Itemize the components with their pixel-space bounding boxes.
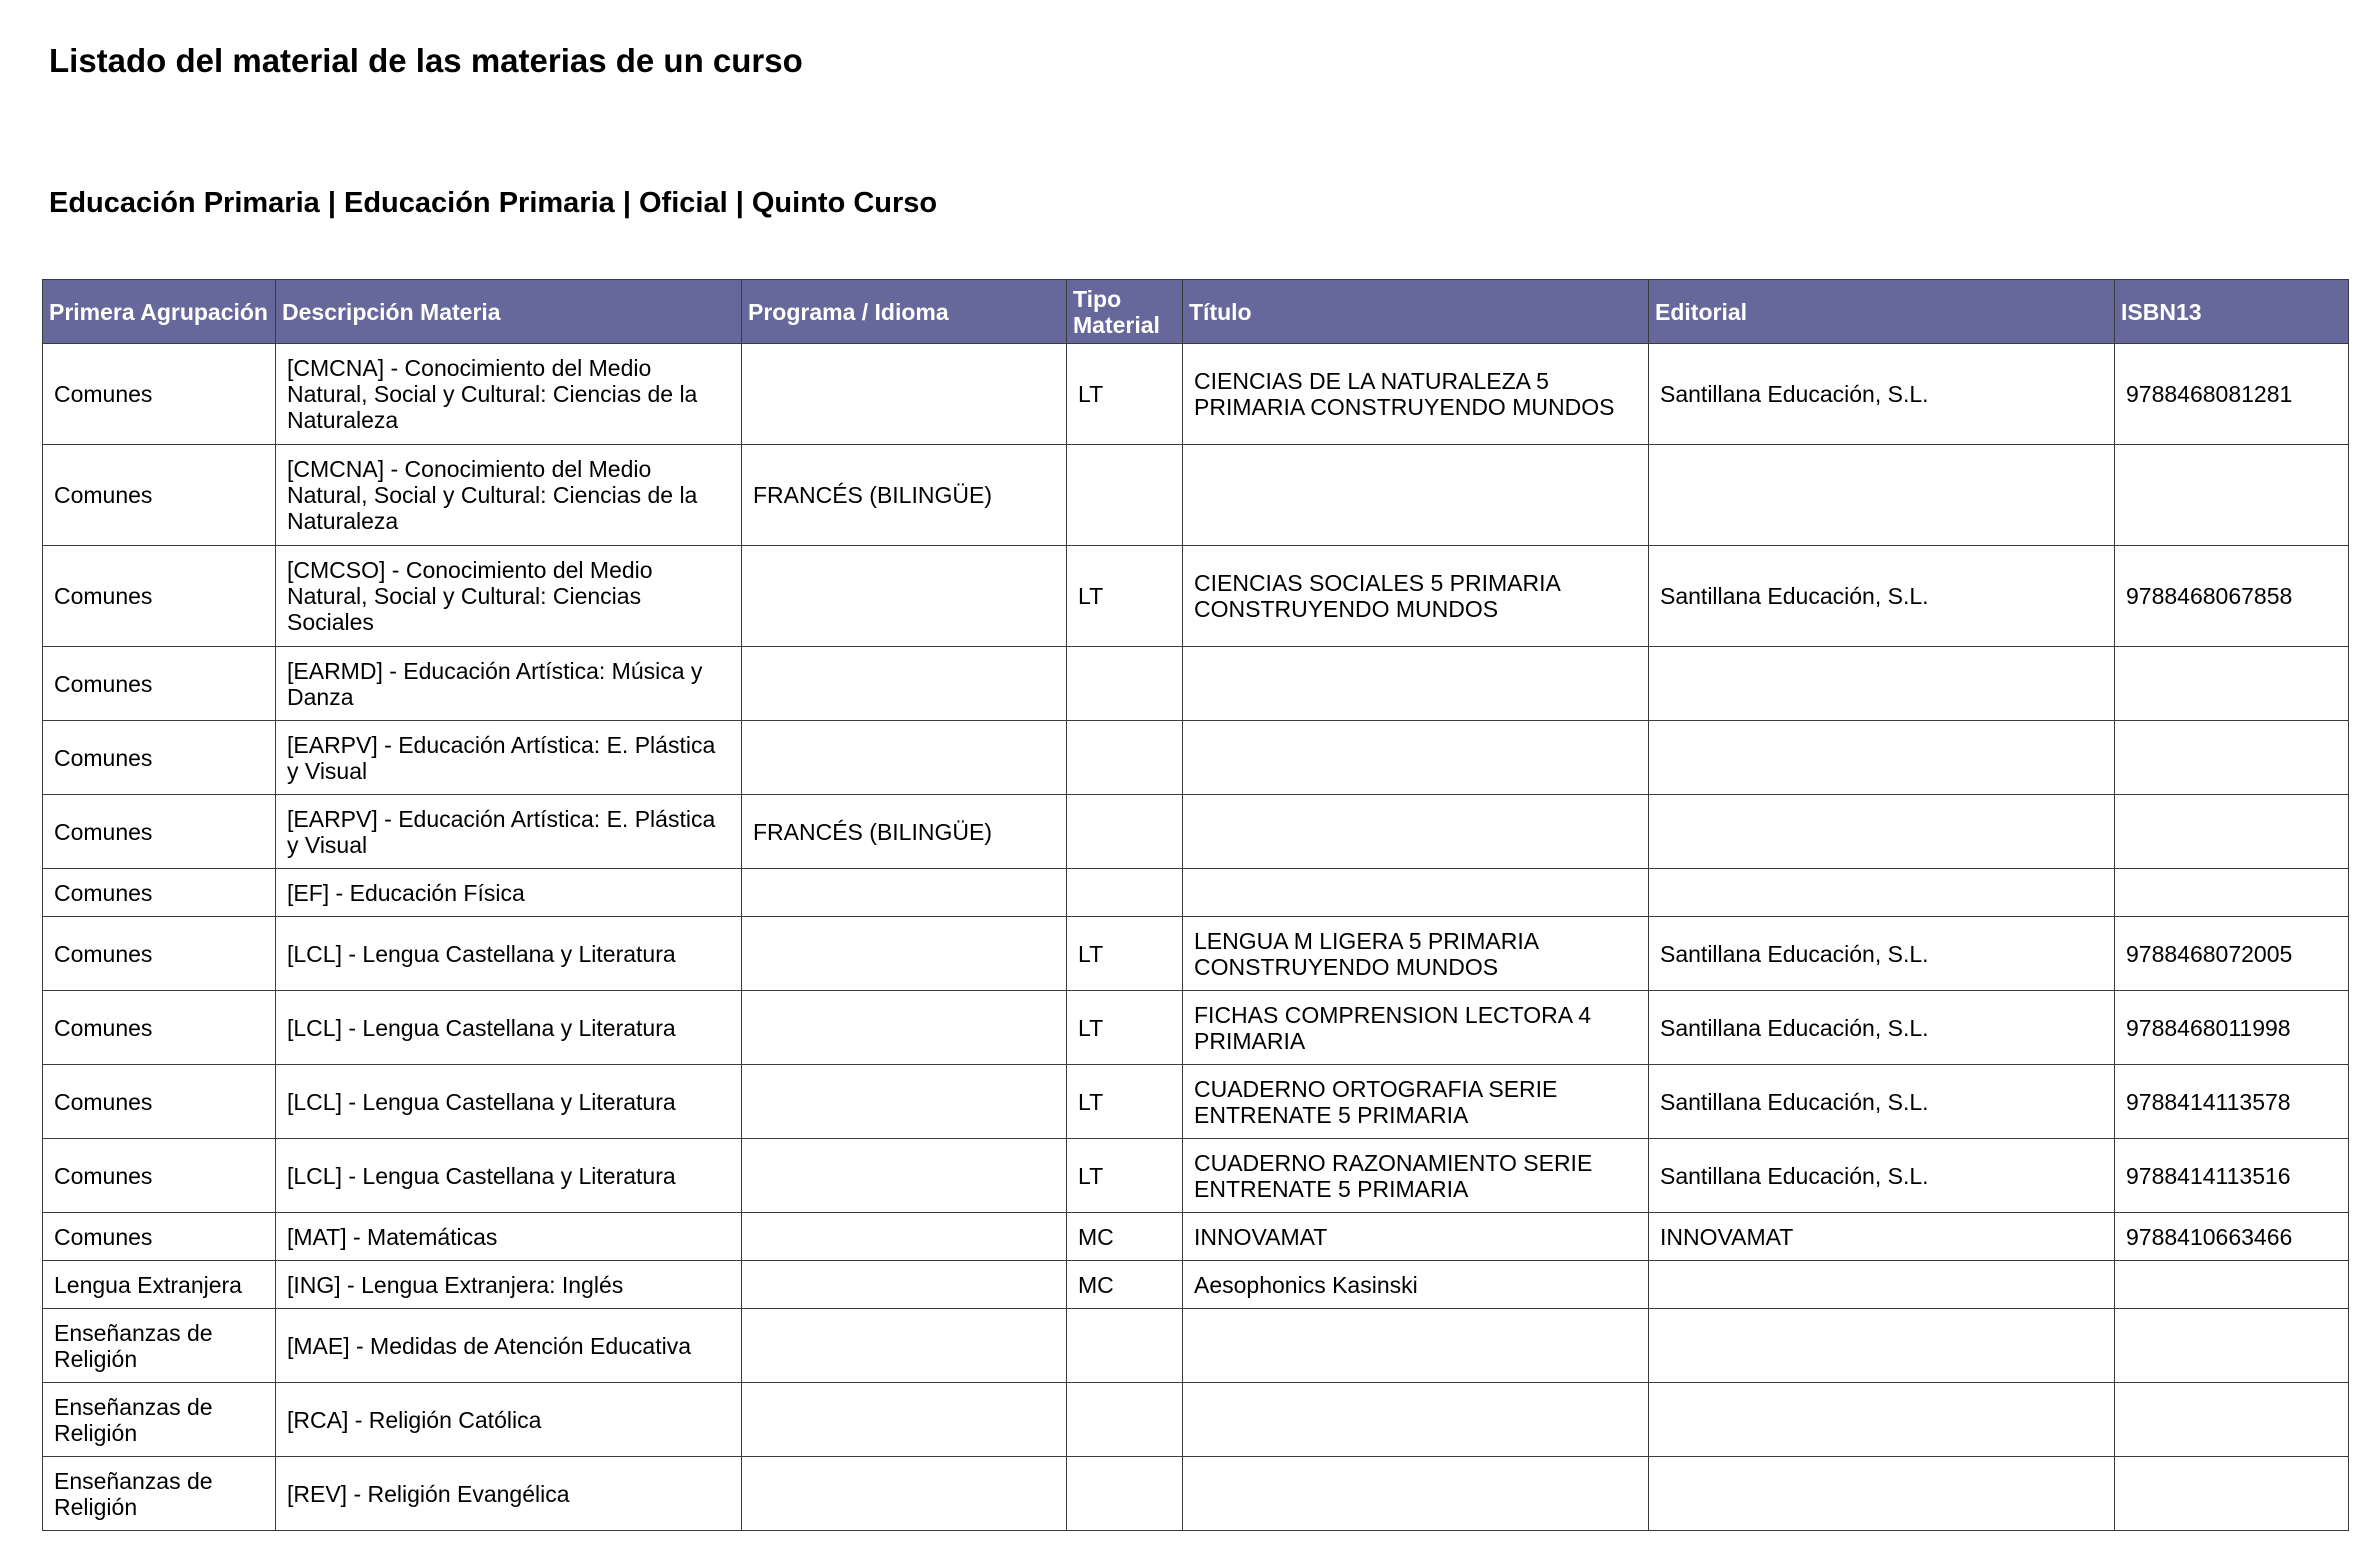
table-row (43, 991, 2349, 1065)
cell-subject: [EF] - Educación Física (276, 869, 742, 917)
cell-type (1067, 1309, 1183, 1383)
cell-subject: [CMCNA] - Conocimiento del Medio Natural, Social y Cultural: Ciencias de la Naturaleza (276, 445, 742, 546)
cell-type (1067, 1383, 1183, 1457)
cell-title (1183, 795, 1649, 869)
cell-publisher (1649, 869, 2115, 917)
cell-isbn: 9788414113578 (2115, 1065, 2349, 1139)
header-row (43, 280, 2349, 344)
cell-group: Comunes (43, 1065, 276, 1139)
cell-isbn (2115, 445, 2349, 546)
cell-title (1183, 721, 1649, 795)
cell-type: LT (1067, 991, 1183, 1065)
table-row (43, 721, 2349, 795)
cell-group: Comunes (43, 344, 276, 445)
cell-subject: [EARPV] - Educación Artística: E. Plástica y Visual (276, 795, 742, 869)
cell-publisher: Santillana Educación, S.L. (1649, 546, 2115, 647)
cell-type (1067, 1457, 1183, 1531)
cell-program: FRANCÉS (BILINGÜE) (742, 445, 1067, 546)
cell-program (742, 1213, 1067, 1261)
cell-program (742, 647, 1067, 721)
header-type: Tipo Material (1067, 280, 1183, 344)
cell-subject: [RCA] - Religión Católica (276, 1383, 742, 1457)
cell-group: Enseñanzas de Religión (43, 1383, 276, 1457)
cell-type (1067, 795, 1183, 869)
cell-subject: [ING] - Lengua Extranjera: Inglés (276, 1261, 742, 1309)
cell-program (742, 917, 1067, 991)
table-row (43, 1065, 2349, 1139)
cell-type: LT (1067, 917, 1183, 991)
cell-subject: [EARPV] - Educación Artística: E. Plástica y Visual (276, 721, 742, 795)
header-publisher: Editorial (1649, 280, 2115, 344)
cell-type (1067, 445, 1183, 546)
cell-group: Comunes (43, 1213, 276, 1261)
cell-isbn (2115, 721, 2349, 795)
table-row (43, 1213, 2349, 1261)
table-row (43, 647, 2349, 721)
cell-publisher (1649, 647, 2115, 721)
cell-subject: [CMCNA] - Conocimiento del Medio Natural, Social y Cultural: Ciencias de la Naturaleza (276, 344, 742, 445)
cell-subject: [MAT] - Matemáticas (276, 1213, 742, 1261)
cell-publisher (1649, 445, 2115, 546)
cell-program (742, 991, 1067, 1065)
cell-type: LT (1067, 1139, 1183, 1213)
cell-type: LT (1067, 546, 1183, 647)
document-title: Listado del material de las materias de un curso (49, 42, 803, 79)
header-title: Título (1183, 280, 1649, 344)
cell-group: Comunes (43, 917, 276, 991)
cell-group: Comunes (43, 795, 276, 869)
cell-isbn (2115, 869, 2349, 917)
header-program: Programa / Idioma (742, 280, 1067, 344)
cell-group: Comunes (43, 546, 276, 647)
cell-type (1067, 721, 1183, 795)
cell-program (742, 344, 1067, 445)
document-subtitle: Educación Primaria | Educación Primaria | Oficial | Quinto Curso (49, 187, 938, 219)
cell-type (1067, 647, 1183, 721)
cell-publisher (1649, 795, 2115, 869)
cell-isbn: 9788468067858 (2115, 546, 2349, 647)
cell-program (742, 1383, 1067, 1457)
cell-isbn (2115, 1309, 2349, 1383)
cell-isbn (2115, 1383, 2349, 1457)
table-row (43, 546, 2349, 647)
cell-isbn (2115, 795, 2349, 869)
cell-isbn: 9788468081281 (2115, 344, 2349, 445)
table-row (43, 1261, 2349, 1309)
cell-title: CIENCIAS SOCIALES 5 PRIMARIA CONSTRUYENDO MUNDOS (1183, 546, 1649, 647)
cell-title: FICHAS COMPRENSION LECTORA 4 PRIMARIA (1183, 991, 1649, 1065)
cell-title: LENGUA M LIGERA 5 PRIMARIA CONSTRUYENDO MUNDOS (1183, 917, 1649, 991)
cell-isbn: 9788468011998 (2115, 991, 2349, 1065)
cell-subject: [EARMD] - Educación Artística: Música y Danza (276, 647, 742, 721)
cell-title (1183, 1457, 1649, 1531)
table-row (43, 869, 2349, 917)
cell-publisher (1649, 721, 2115, 795)
cell-group: Comunes (43, 647, 276, 721)
cell-group: Enseñanzas de Religión (43, 1309, 276, 1383)
table-row (43, 445, 2349, 546)
cell-program (742, 1309, 1067, 1383)
cell-title: CIENCIAS DE LA NATURALEZA 5 PRIMARIA CONSTRUYENDO MUNDOS (1183, 344, 1649, 445)
cell-group: Comunes (43, 991, 276, 1065)
cell-program (742, 1065, 1067, 1139)
cell-subject: [REV] - Religión Evangélica (276, 1457, 742, 1531)
header-subject: Descripción Materia (276, 280, 742, 344)
table-row (43, 1457, 2349, 1531)
cell-publisher: Santillana Educación, S.L. (1649, 991, 2115, 1065)
cell-title: CUADERNO ORTOGRAFIA SERIE ENTRENATE 5 PRIMARIA (1183, 1065, 1649, 1139)
cell-program (742, 1139, 1067, 1213)
cell-publisher: Santillana Educación, S.L. (1649, 344, 2115, 445)
cell-publisher (1649, 1383, 2115, 1457)
table-row (43, 917, 2349, 991)
cell-publisher (1649, 1309, 2115, 1383)
cell-program: FRANCÉS (BILINGÜE) (742, 795, 1067, 869)
table-row (43, 1383, 2349, 1457)
cell-isbn: 9788414113516 (2115, 1139, 2349, 1213)
cell-subject: [MAE] - Medidas de Atención Educativa (276, 1309, 742, 1383)
cell-title (1183, 647, 1649, 721)
cell-group: Comunes (43, 869, 276, 917)
table-row (43, 795, 2349, 869)
cell-group: Enseñanzas de Religión (43, 1457, 276, 1531)
cell-isbn (2115, 1457, 2349, 1531)
cell-publisher: Santillana Educación, S.L. (1649, 1065, 2115, 1139)
cell-subject: [LCL] - Lengua Castellana y Literatura (276, 917, 742, 991)
cell-publisher: Santillana Educación, S.L. (1649, 1139, 2115, 1213)
cell-title: CUADERNO RAZONAMIENTO SERIE ENTRENATE 5 PRIMARIA (1183, 1139, 1649, 1213)
cell-type: LT (1067, 344, 1183, 445)
cell-group: Lengua Extranjera (43, 1261, 276, 1309)
cell-publisher: Santillana Educación, S.L. (1649, 917, 2115, 991)
cell-title: INNOVAMAT (1183, 1213, 1649, 1261)
cell-type: MC (1067, 1261, 1183, 1309)
cell-subject: [LCL] - Lengua Castellana y Literatura (276, 991, 742, 1065)
cell-subject: [LCL] - Lengua Castellana y Literatura (276, 1065, 742, 1139)
cell-type (1067, 869, 1183, 917)
cell-publisher: INNOVAMAT (1649, 1213, 2115, 1261)
cell-group: Comunes (43, 721, 276, 795)
cell-program (742, 869, 1067, 917)
cell-title (1183, 869, 1649, 917)
cell-publisher (1649, 1261, 2115, 1309)
cell-program (742, 721, 1067, 795)
cell-subject: [CMCSO] - Conocimiento del Medio Natural, Social y Cultural: Ciencias Sociales (276, 546, 742, 647)
table-row (43, 1139, 2349, 1213)
cell-publisher (1649, 1457, 2115, 1531)
cell-isbn (2115, 1261, 2349, 1309)
materials-table (42, 279, 2349, 1531)
header-group: Primera Agrupación (43, 280, 276, 344)
cell-title: Aesophonics Kasinski (1183, 1261, 1649, 1309)
cell-isbn: 9788468072005 (2115, 917, 2349, 991)
cell-group: Comunes (43, 445, 276, 546)
cell-group: Comunes (43, 1139, 276, 1213)
cell-isbn (2115, 647, 2349, 721)
table-row (43, 1309, 2349, 1383)
table-row (43, 344, 2349, 445)
cell-title (1183, 1309, 1649, 1383)
cell-program (742, 546, 1067, 647)
cell-title (1183, 445, 1649, 546)
header-isbn: ISBN13 (2115, 280, 2349, 344)
cell-isbn: 9788410663466 (2115, 1213, 2349, 1261)
cell-title (1183, 1383, 1649, 1457)
cell-program (742, 1457, 1067, 1531)
cell-program (742, 1261, 1067, 1309)
cell-type: LT (1067, 1065, 1183, 1139)
cell-subject: [LCL] - Lengua Castellana y Literatura (276, 1139, 742, 1213)
cell-type: MC (1067, 1213, 1183, 1261)
